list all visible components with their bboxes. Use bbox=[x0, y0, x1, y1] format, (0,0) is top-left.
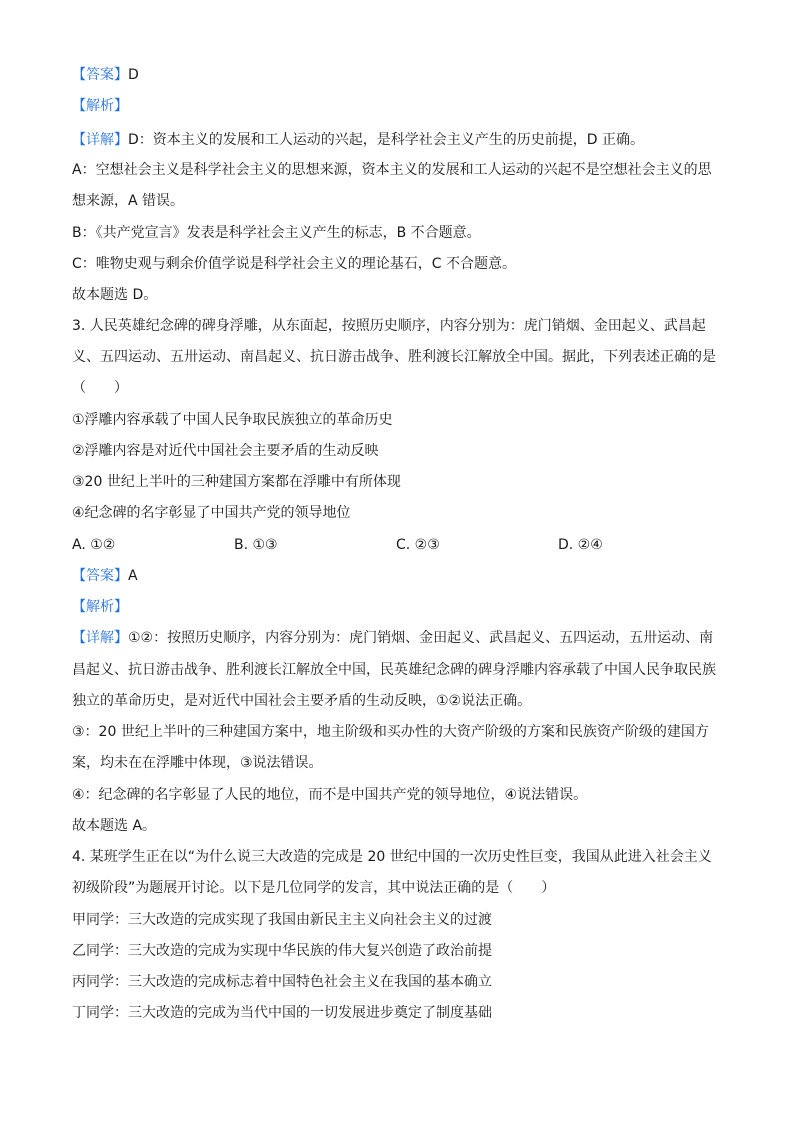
q3-item-3: ③20 世纪上半叶的三种建国方案都在浮雕中有所体现 bbox=[72, 474, 401, 490]
q2-answer-line bbox=[72, 66, 722, 84]
q3-option-c: C. ②③ bbox=[396, 537, 440, 553]
q3-stem-2: 义、五四运动、五卅运动、南昌起义、抗日游击战争、胜利渡长江解放全中国。据此，下列表述正确的是 bbox=[72, 349, 716, 365]
q4-item-3: 丙同学：三大改造的完成标志着中国特色社会主义在我国的基本确立 bbox=[72, 974, 492, 990]
answer-tag: 【答案】 bbox=[72, 568, 128, 584]
q4-stem-2: 初级阶段”为题展开讨论。以下是几位同学的发言，其中说法正确的是（ ） bbox=[72, 880, 556, 896]
q4-item-2: 乙同学：三大改造的完成为实现中华民族的伟大复兴创造了政治前提 bbox=[72, 943, 492, 959]
q3-stem-1: 3. 人民英雄纪念碑的碑身浮雕，从东面起，按照历史顺序，内容分别为：虎门销烟、金田起义、武昌起 bbox=[72, 318, 706, 334]
q2-detail-line bbox=[72, 131, 722, 149]
analysis-tag: 【解析】 bbox=[72, 98, 128, 114]
q3-item-4: ④纪念碑的名字彰显了中国共产党的领导地位 bbox=[72, 505, 351, 521]
detail-tag: 【详解】 bbox=[72, 132, 128, 148]
q3-option-a: A. ①② bbox=[72, 537, 116, 553]
analysis-tag: 【解析】 bbox=[72, 599, 128, 615]
answer-value: D bbox=[128, 67, 139, 83]
q3-detail-1 bbox=[72, 629, 722, 647]
q4-stem-1: 4. 某班学生正在以“为什么说三大改造的完成是 20 世纪中国的一次历史性巨变，我国从此进入社会主义 bbox=[72, 849, 712, 865]
q4-item-1: 甲同学：三大改造的完成实现了我国由新民主主义向社会主义的过渡 bbox=[72, 912, 492, 928]
q3-detail-3: 独立的革命历史，是对近代中国社会主要矛盾的生动反映，①②说法正确。 bbox=[72, 693, 532, 709]
q3-option-b: B. ①③ bbox=[234, 537, 278, 553]
q3-item-2: ②浮雕内容是对近代中国社会主要矛盾的生动反映 bbox=[72, 443, 379, 459]
answer-value: A bbox=[128, 568, 138, 584]
q2-line-b: B：《共产党宣言》发表是科学社会主义产生的标志，B 不合题意。 bbox=[72, 225, 481, 241]
q3-detail-6: ④：纪念碑的名字彰显了人民的地位，而不是中国共产党的领导地位，④说法错误。 bbox=[72, 787, 588, 803]
answer-tag: 【答案】 bbox=[72, 67, 128, 83]
q4-item-4: 丁同学：三大改造的完成为当代中国的一切发展进步奠定了制度基础 bbox=[72, 1005, 492, 1021]
q2-line-a2: 想来源，A 错误。 bbox=[72, 193, 185, 209]
q3-item-1: ①浮雕内容承载了中国人民争取民族独立的革命历史 bbox=[72, 412, 393, 428]
detail-text: D：资本主义的发展和工人运动的兴起，是科学社会主义产生的历史前提，D 正确。 bbox=[128, 132, 645, 148]
q2-line-a1: A：空想社会主义是科学社会主义的思想来源，资本主义的发展和工人运动的兴起不是空想社会主义的思 bbox=[72, 162, 712, 178]
q3-answer-line bbox=[72, 567, 722, 585]
q3-stem-3: （ ） bbox=[72, 380, 128, 396]
q2-line-c: C：唯物史观与剩余价值学说是科学社会主义的理论基石，C 不合题意。 bbox=[72, 256, 516, 272]
q2-conclusion: 故本题选 D。 bbox=[72, 287, 158, 303]
q3-conclusion: 故本题选 A。 bbox=[72, 818, 157, 834]
q3-detail-5: 案，均未在在浮雕中体现，③说法错误。 bbox=[72, 755, 323, 771]
q3-detail-4: ③：20 世纪上半叶的三种建国方案中，地主阶级和买办性的大资产阶级的方案和民族资产阶级的建国方 bbox=[72, 724, 709, 740]
detail-tag: 【详解】 bbox=[72, 630, 128, 646]
q3-detail-2: 昌起义、抗日游击战争、胜利渡长江解放全中国，民英雄纪念碑的碑身浮雕内容承载了中国人民争取民族 bbox=[72, 662, 716, 678]
detail-text: ①②：按照历史顺序，内容分别为：虎门销烟、金田起义、武昌起义、五四运动，五卅运动、南 bbox=[128, 630, 714, 646]
q3-option-d: D. ②④ bbox=[558, 537, 603, 553]
